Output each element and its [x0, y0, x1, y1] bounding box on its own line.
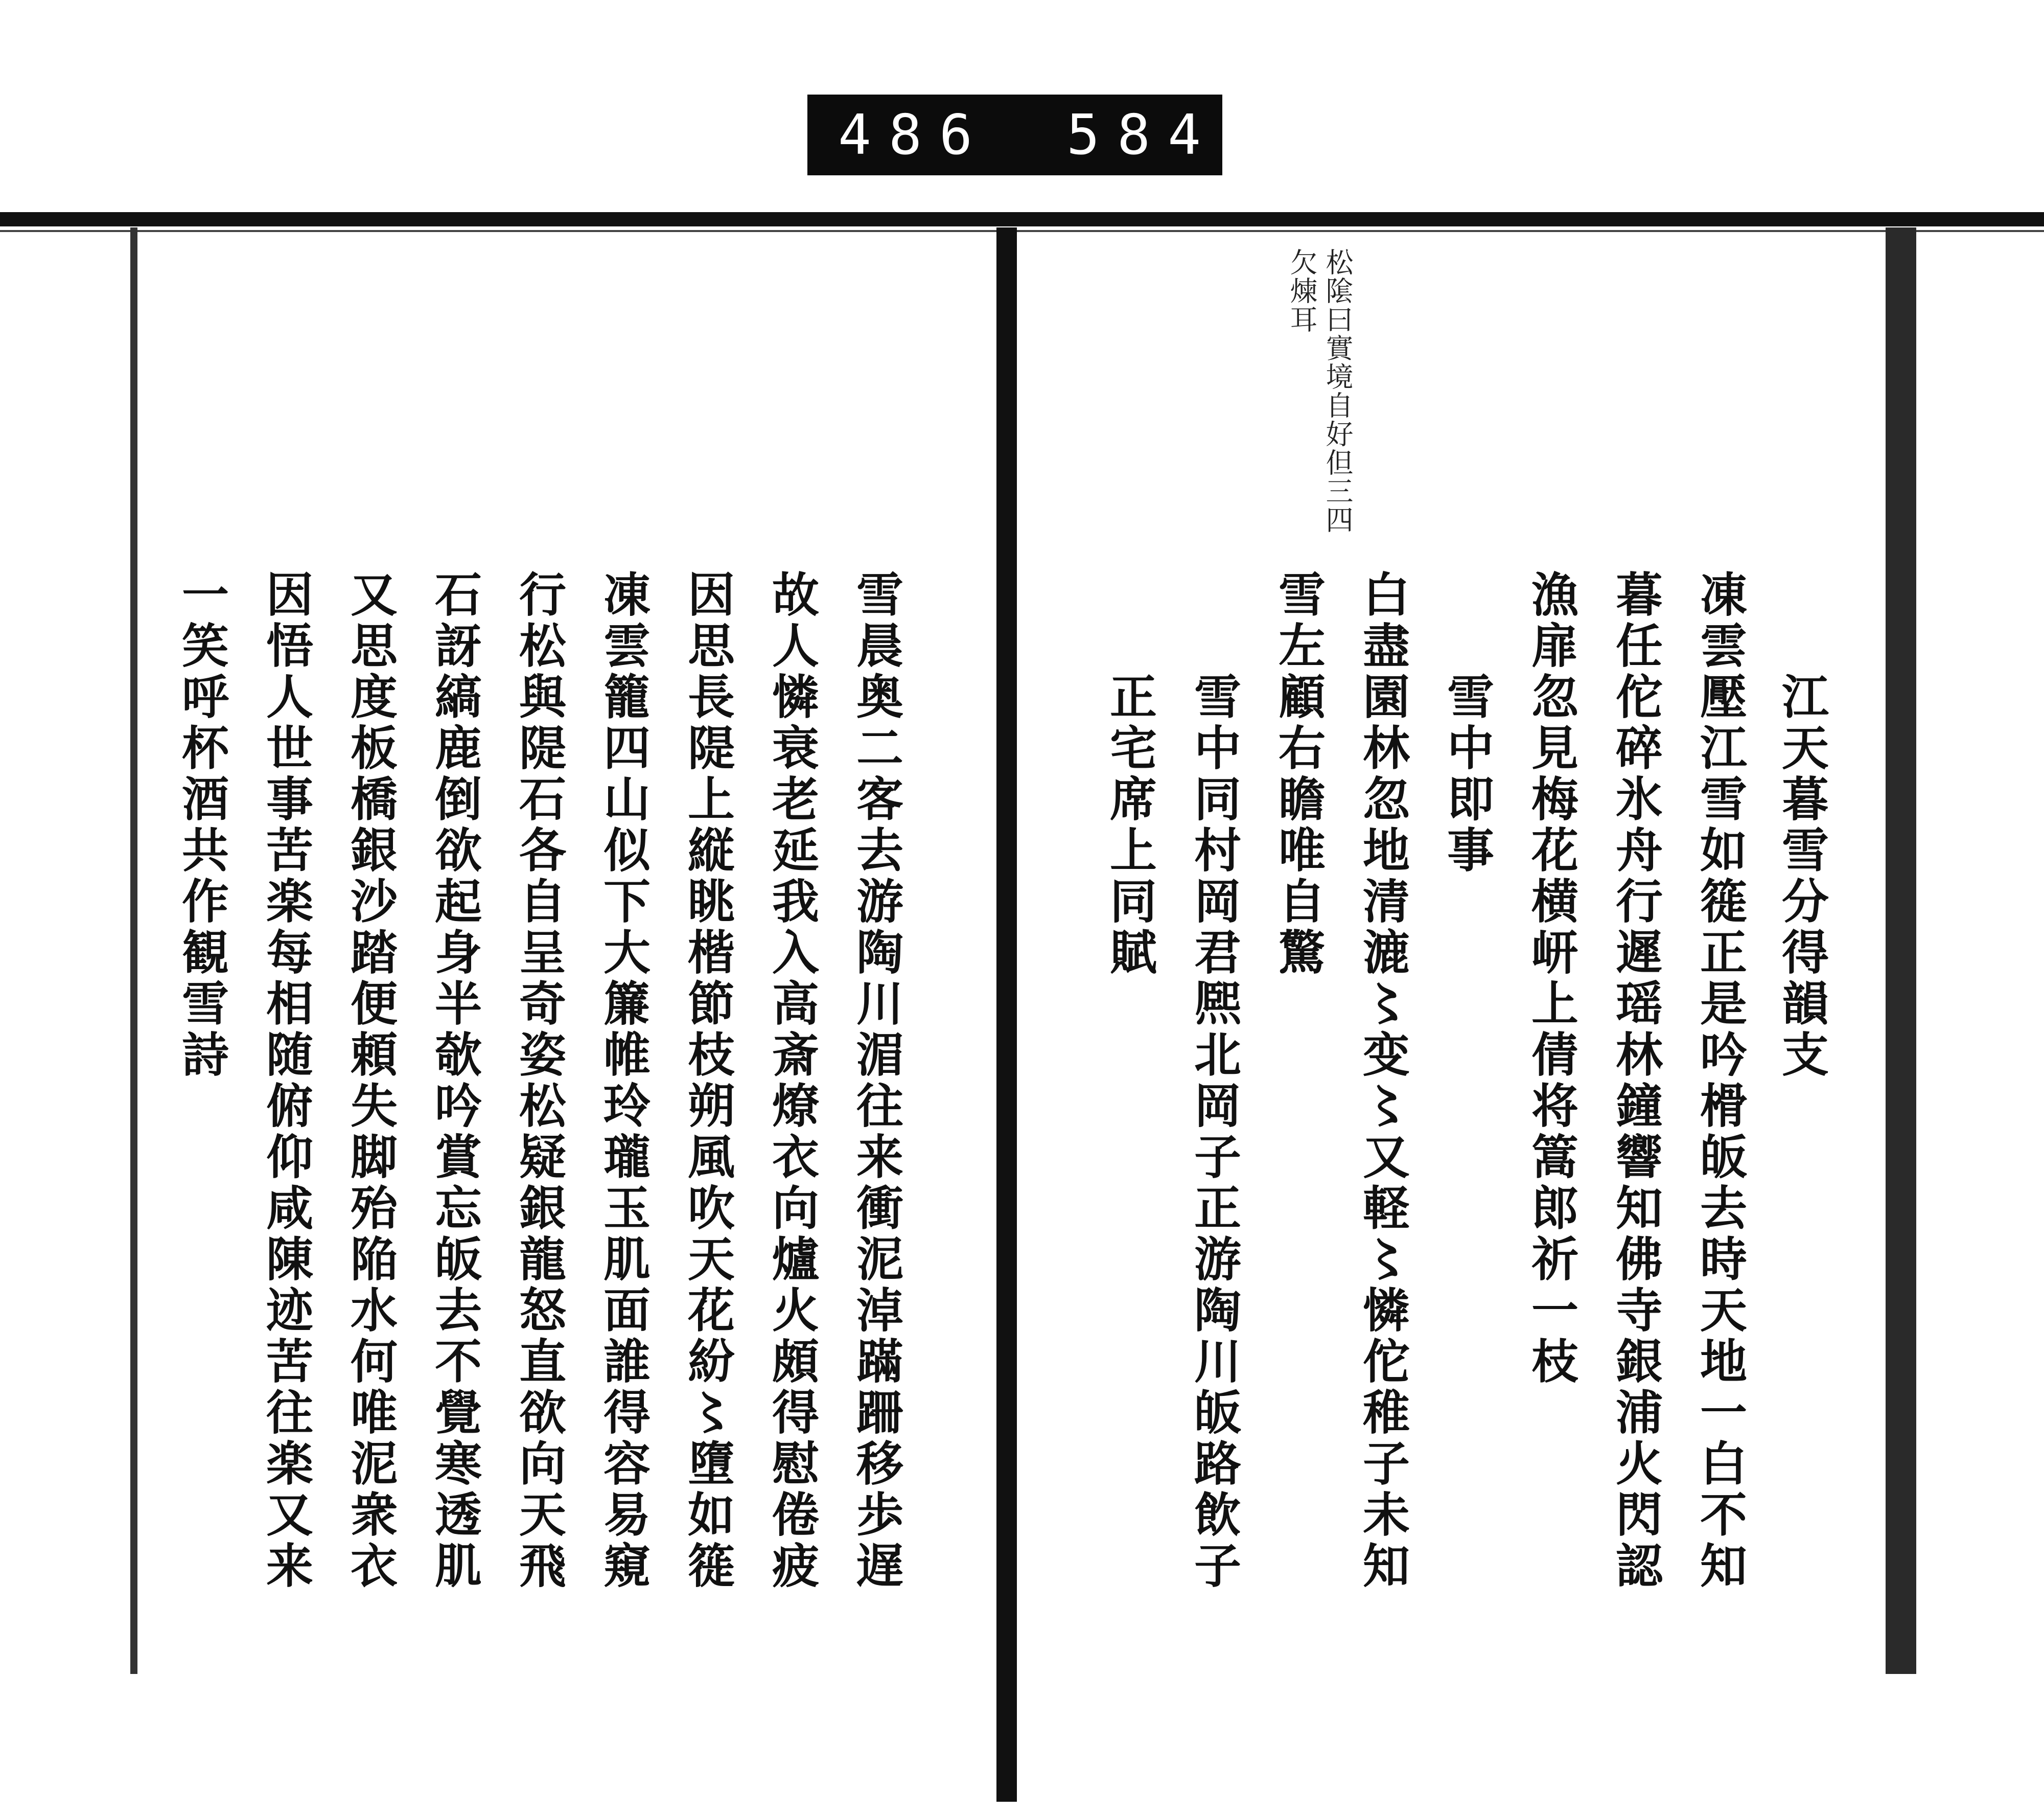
left-column-5: 行松與隄石各自呈奇姿松疑銀龍怒直欲向天飛	[512, 570, 567, 1592]
book-spine	[996, 227, 1017, 1802]
left-column-8: 因悟人世事苦楽每相随俯仰咸陳迹苦往楽又来	[259, 570, 314, 1592]
left-column-3: 因思長隄上縦眺楷節枝朔風吹天花紛〻墮如簁	[680, 570, 735, 1592]
poem-title-3: 雪中同村岡君熈北岡子正游陶川皈路飲子	[1187, 672, 1242, 1592]
right-column-7: 雪左顧右瞻唯自驚	[1271, 570, 1326, 979]
left-column-9: 一笑呼杯酒共作観雪詩	[174, 570, 229, 1081]
poem-title-3-cont: 正宅席上同賦	[1102, 672, 1157, 979]
left-column-2: 故人憐衰老延我入高斎燎衣向爐火頗得慰倦疲	[764, 570, 820, 1592]
label-right-number: 584.	[1066, 103, 1269, 167]
annotation-line-1: 松隂曰實境自好但三四	[1321, 248, 1354, 534]
top-rule	[0, 212, 2044, 226]
label-left-number: 486	[838, 103, 990, 167]
right-page	[1017, 227, 1916, 1674]
left-column-4: 凍雲籠四山似下大簾帷玲瓏玉肌面誰得容易窺	[596, 570, 651, 1592]
right-column-3: 暮任佗碎氷舟行遲瑶林鐘響知佛寺銀浦火閃認	[1608, 570, 1663, 1592]
right-column-2: 凍雲壓江雪如簁正是吟榾皈去時天地一白不知	[1692, 570, 1748, 1592]
open-book	[130, 227, 1916, 1679]
left-column-1: 雪晨奥二客去游陶川湄往来衝泥淖蹣跚移歩遅	[849, 570, 904, 1592]
right-column-6: 白盡園林忽地清漉〻变〻又軽〻憐佗稚子未知	[1355, 570, 1410, 1592]
poem-title-1: 江天暮雪分得韻支	[1774, 672, 1829, 1081]
annotation-line-2: 欠煉耳	[1286, 248, 1318, 334]
right-column-4: 漁扉忽見梅花横岍上倩将篙郎祈一枝	[1524, 570, 1579, 1388]
poem-title-2: 雪中即事	[1439, 672, 1495, 877]
left-column-6: 石訝縞鹿倒欲起身半欹吟賞忘皈去不覺寒透肌	[427, 570, 482, 1592]
left-column-7: 又思度板橋銀沙踏便頼失脚殆陥水何唯泥衆衣	[343, 570, 398, 1592]
catalog-label	[807, 95, 1269, 175]
left-page	[130, 227, 999, 1674]
